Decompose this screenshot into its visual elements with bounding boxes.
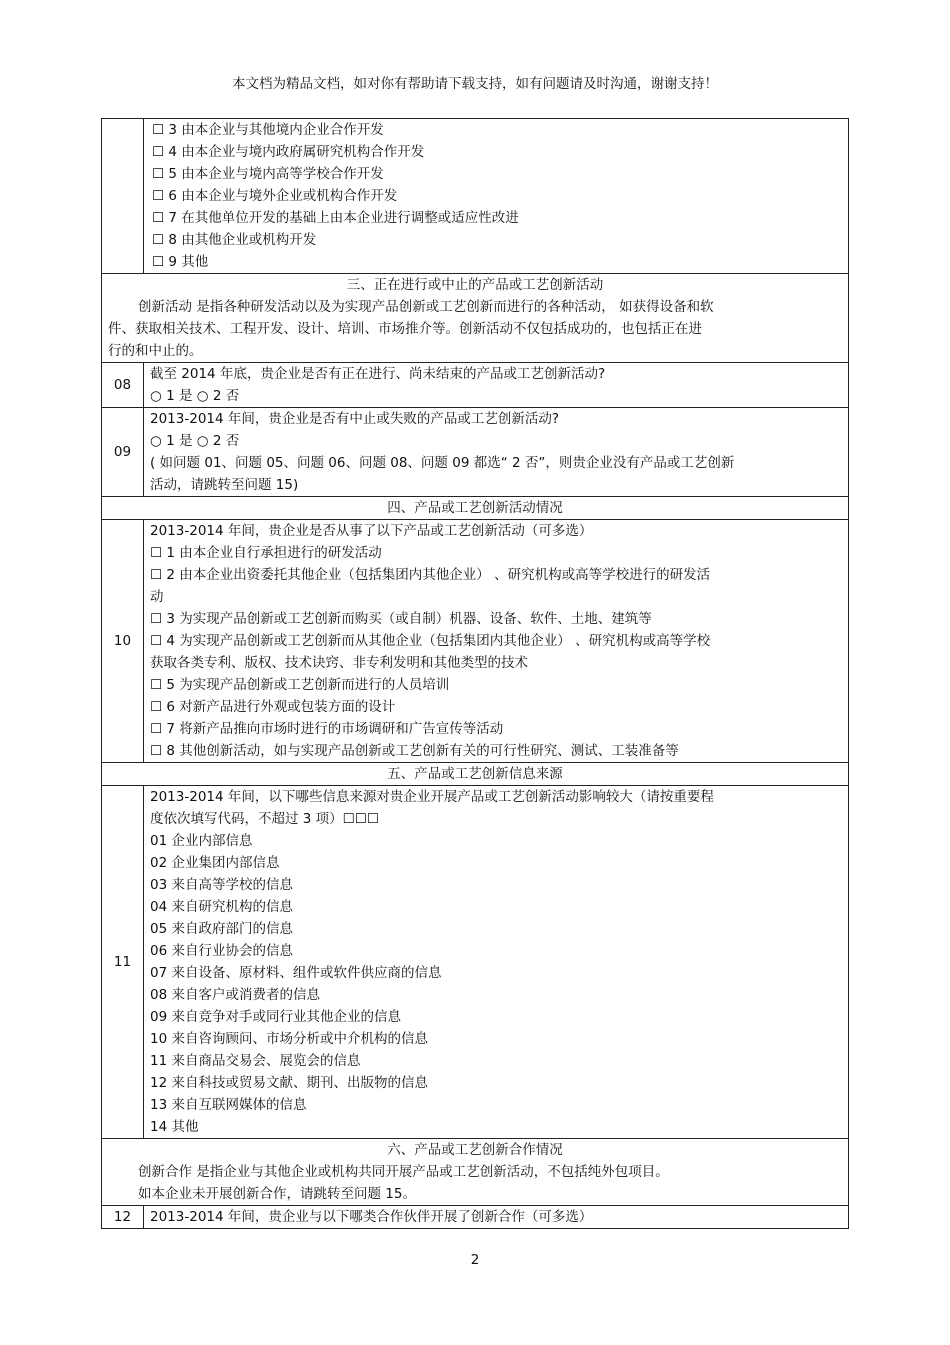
source-code-item: 05 来自政府部门的信息: [150, 921, 293, 937]
section-5-cell: [102, 763, 849, 786]
question-09-row: [102, 408, 849, 497]
question-number: 12: [102, 1206, 144, 1229]
source-code-item: 13 来自互联网媒体的信息: [150, 1097, 307, 1113]
option-8-checkbox[interactable]: ☐ 8 由其他企业或机构开发: [152, 232, 317, 248]
option-9-checkbox[interactable]: ☐ 9 其他: [152, 254, 209, 270]
section-3-cell: [102, 274, 849, 363]
question-number: 11: [102, 786, 144, 1139]
question-number: 10: [102, 520, 144, 763]
question-08-body: [144, 363, 849, 408]
question-11-body: [144, 786, 849, 1139]
source-code-item: 07 来自设备、原材料、组件或软件供应商的信息: [150, 965, 442, 981]
section-3-text: 行的和中止的。: [108, 343, 203, 359]
question-text: 2013-2014 年间，以下哪些信息来源对贵企业开展产品或工艺创新活动影响较大（请按重要程: [150, 789, 714, 805]
option-5-checkbox[interactable]: ☐ 5 为实现产品创新或工艺创新而进行的人员培训: [150, 677, 450, 693]
skip-instruction: ( 如问题 01、问题 05、问题 06、问题 08、问题 09 都选“ 2 否”，则贵企业没有产品或工艺创新: [150, 455, 735, 471]
source-code-item: 12 来自科技或贸易文献、期刊、出版物的信息: [150, 1075, 428, 1091]
source-code-item: 03 来自高等学校的信息: [150, 877, 293, 893]
yes-no-radio-group[interactable]: ○ 1 是 ○ 2 否: [150, 388, 240, 404]
question-number: 09: [102, 408, 144, 497]
source-code-item: 01 企业内部信息: [150, 833, 253, 849]
source-code-item: 14 其他: [150, 1119, 199, 1135]
yes-no-radio-group[interactable]: ○ 1 是 ○ 2 否: [150, 433, 240, 449]
section-6-row: [102, 1139, 849, 1206]
option-3-checkbox[interactable]: ☐ 3 为实现产品创新或工艺创新而购买（或自制）机器、设备、软件、土地、建筑等: [150, 611, 652, 627]
section-5-title: 五、产品或工艺创新信息来源: [387, 766, 563, 782]
option-6-checkbox[interactable]: ☐ 6 对新产品进行外观或包装方面的设计: [150, 699, 396, 715]
section-3-text: 创新活动 是指各种研发活动以及为实现产品创新或工艺创新而进行的各种活动， 如获得设备和软: [138, 299, 714, 315]
question-number-cell: [102, 119, 144, 274]
question-text: 2013-2014 年间，贵企业是否有中止或失败的产品或工艺创新活动?: [150, 411, 560, 427]
code-entry-boxes[interactable]: 度依次填写代码，不超过 3 项）☐☐☐: [150, 811, 379, 827]
question-10-row: [102, 520, 849, 763]
question-12-body: [144, 1206, 849, 1229]
section-3-text: 件、获取相关技术、工程开发、设计、培训、市场推介等。创新活动不仅包括成功的，也包括正在进: [108, 321, 702, 337]
continuation-options: [144, 119, 849, 274]
question-text: 2013-2014 年间，贵企业与以下哪类合作伙伴开展了创新合作（可多选）: [150, 1209, 593, 1225]
option-2-continuation: 动: [150, 589, 164, 605]
question-08-row: [102, 363, 849, 408]
source-code-item: 06 来自行业协会的信息: [150, 943, 293, 959]
skip-instruction: 活动，请跳转至问题 15): [150, 477, 299, 493]
question-10-body: [144, 520, 849, 763]
option-7-checkbox[interactable]: ☐ 7 将新产品推向市场时进行的市场调研和广告宣传等活动: [150, 721, 504, 737]
section-6-text: 创新合作 是指企业与其他企业或机构共同开展产品或工艺创新活动，不包括纯外包项目。: [138, 1164, 669, 1180]
question-number: 08: [102, 363, 144, 408]
page-number: 2: [470, 1252, 480, 1268]
question-11-row: [102, 786, 849, 1139]
source-code-item: 10 来自咨询顾问、市场分析或中介机构的信息: [150, 1031, 428, 1047]
option-2-checkbox[interactable]: ☐ 2 由本企业出资委托其他企业（包括集团内其他企业） 、研究机构或高等学校进行的研发活: [150, 567, 711, 583]
option-4-continuation: 获取各类专利、版权、技术诀窍、非专利发明和其他类型的技术: [150, 655, 528, 671]
source-code-item: 08 来自客户或消费者的信息: [150, 987, 320, 1003]
source-code-item: 02 企业集团内部信息: [150, 855, 280, 871]
question-text: 截至 2014 年底，贵企业是否有正在进行、尚未结束的产品或工艺创新活动?: [150, 366, 606, 382]
option-8-checkbox[interactable]: ☐ 8 其他创新活动，如与实现产品创新或工艺创新有关的可行性研究、测试、工装准备等: [150, 743, 679, 759]
section-4-row: [102, 497, 849, 520]
question-text: 2013-2014 年间，贵企业是否从事了以下产品或工艺创新活动（可多选）: [150, 523, 593, 539]
section-4-title: 四、产品或工艺创新活动情况: [387, 500, 563, 516]
option-7-checkbox[interactable]: ☐ 7 在其他单位开发的基础上由本企业进行调整或适应性改进: [152, 210, 519, 226]
header-note: 本文档为精品文档，如对你有帮助请下载支持，如有问题请及时沟通，谢谢支持！: [232, 76, 718, 92]
survey-form-table: [101, 118, 849, 1229]
section-5-row: [102, 763, 849, 786]
source-code-item: 09 来自竞争对手或同行业其他企业的信息: [150, 1009, 401, 1025]
source-code-item: 11 来自商品交易会、展览会的信息: [150, 1053, 361, 1069]
continuation-row: [102, 119, 849, 274]
section-4-cell: [102, 497, 849, 520]
question-09-body: [144, 408, 849, 497]
option-1-checkbox[interactable]: ☐ 1 由本企业自行承担进行的研发活动: [150, 545, 382, 561]
section-3-row: [102, 274, 849, 363]
section-6-cell: [102, 1139, 849, 1206]
option-3-checkbox[interactable]: ☐ 3 由本企业与其他境内企业合作开发: [152, 122, 384, 138]
section-6-title: 六、产品或工艺创新合作情况: [387, 1142, 563, 1158]
option-4-checkbox[interactable]: ☐ 4 为实现产品创新或工艺创新而从其他企业（包括集团内其他企业） 、研究机构或高等学校: [150, 633, 711, 649]
source-code-item: 04 来自研究机构的信息: [150, 899, 293, 915]
question-12-row: [102, 1206, 849, 1229]
option-6-checkbox[interactable]: ☐ 6 由本企业与境外企业或机构合作开发: [152, 188, 398, 204]
section-3-title: 三、正在进行或中止的产品或工艺创新活动: [346, 277, 604, 293]
option-5-checkbox[interactable]: ☐ 5 由本企业与境内高等学校合作开发: [152, 166, 384, 182]
section-6-text: 如本企业未开展创新合作，请跳转至问题 15。: [138, 1186, 416, 1202]
option-4-checkbox[interactable]: ☐ 4 由本企业与境内政府属研究机构合作开发: [152, 144, 425, 160]
